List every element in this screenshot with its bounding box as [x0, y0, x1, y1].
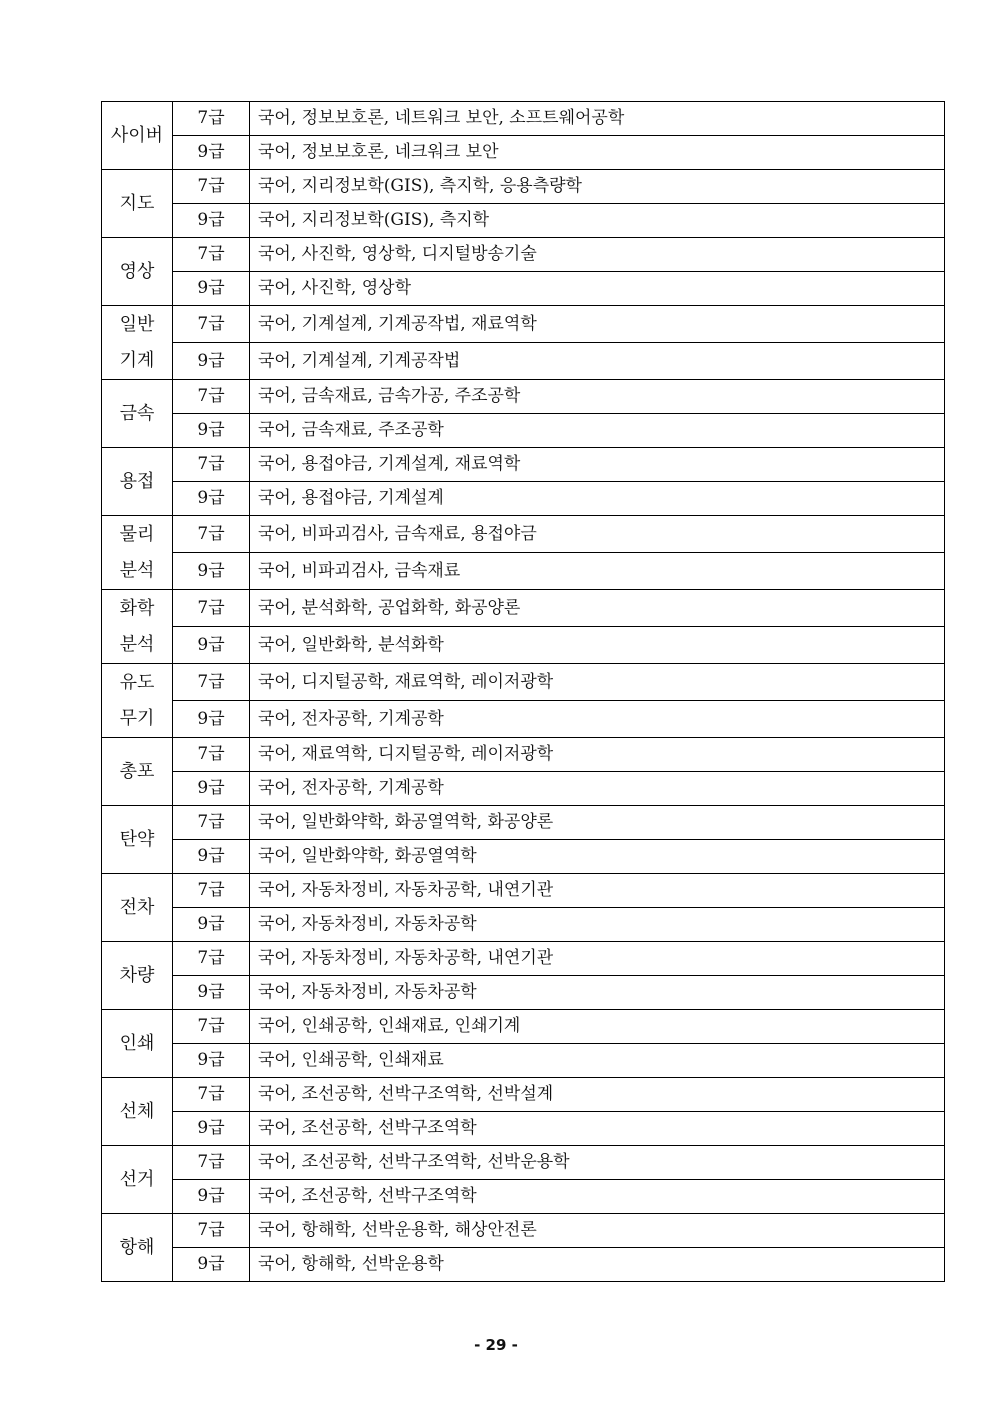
table-row	[102, 204, 945, 238]
subjects-cell: 국어, 사진학, 영상학	[250, 272, 945, 306]
subjects-cell: 국어, 인쇄공학, 인쇄재료, 인쇄기계	[250, 1010, 945, 1044]
subjects-cell: 국어, 기계설계, 기계공작법, 재료역학	[250, 306, 945, 343]
subjects-cell: 국어, 자동차정비, 자동차공학	[250, 908, 945, 942]
table-row	[102, 908, 945, 942]
subjects-cell: 국어, 항해학, 선박운용학, 해상안전론	[250, 1214, 945, 1248]
grade-cell: 7급	[173, 516, 250, 553]
subjects-cell: 국어, 인쇄공학, 인쇄재료	[250, 1044, 945, 1078]
subjects-cell: 국어, 용접야금, 기계설계, 재료역학	[250, 448, 945, 482]
grade-cell: 7급	[173, 806, 250, 840]
category-label: 일반	[119, 313, 155, 335]
subjects-cell: 국어, 조선공학, 선박구조역학	[250, 1180, 945, 1214]
table-row	[102, 1248, 945, 1282]
table-row	[102, 414, 945, 448]
table-row	[102, 306, 945, 343]
category-cell	[102, 448, 173, 516]
category-cell	[102, 1010, 173, 1078]
table-row	[102, 136, 945, 170]
category-cell	[102, 1146, 173, 1214]
subjects-cell: 국어, 재료역학, 디지털공학, 레이저광학	[250, 738, 945, 772]
table-row	[102, 738, 945, 772]
category-cell	[102, 238, 173, 306]
subjects-cell: 국어, 사진학, 영상학, 디지털방송기술	[250, 238, 945, 272]
table-row	[102, 1146, 945, 1180]
subjects-cell: 국어, 자동차정비, 자동차공학, 내연기관	[250, 874, 945, 908]
grade-cell: 7급	[173, 306, 250, 343]
grade-cell: 7급	[173, 238, 250, 272]
category-label: 유도	[119, 671, 155, 693]
table-row	[102, 343, 945, 380]
page-number: - 29 -	[474, 1336, 518, 1354]
subjects-cell: 국어, 일반화약학, 화공열역학, 화공양론	[250, 806, 945, 840]
table-row	[102, 1112, 945, 1146]
subjects-cell: 국어, 금속재료, 금속가공, 주조공학	[250, 380, 945, 414]
grade-cell: 9급	[173, 908, 250, 942]
grade-cell: 7급	[173, 1146, 250, 1180]
subjects-cell: 국어, 용접야금, 기계설계	[250, 482, 945, 516]
table-row	[102, 238, 945, 272]
category-label: 지도	[119, 192, 155, 214]
table-row	[102, 1214, 945, 1248]
category-label: 총포	[119, 760, 155, 782]
grade-cell: 9급	[173, 1112, 250, 1146]
category-cell	[102, 102, 173, 170]
grade-cell: 9급	[173, 976, 250, 1010]
category-cell	[102, 1214, 173, 1282]
subjects-cell: 국어, 금속재료, 주조공학	[250, 414, 945, 448]
subjects-cell: 국어, 디지털공학, 재료역학, 레이저광학	[250, 664, 945, 701]
subjects-cell: 국어, 조선공학, 선박구조역학, 선박설계	[250, 1078, 945, 1112]
table-row	[102, 976, 945, 1010]
grade-cell: 7급	[173, 664, 250, 701]
category-cell	[102, 874, 173, 942]
grade-cell: 9급	[173, 136, 250, 170]
grade-cell: 7급	[173, 1078, 250, 1112]
table-row	[102, 772, 945, 806]
table-row	[102, 380, 945, 414]
grade-cell: 9급	[173, 1180, 250, 1214]
table-row	[102, 102, 945, 136]
category-label: 화학	[119, 597, 155, 619]
grade-cell: 9급	[173, 772, 250, 806]
table-row	[102, 874, 945, 908]
category-cell	[102, 170, 173, 238]
subjects-cell: 국어, 비파괴검사, 금속재료	[250, 553, 945, 590]
category-cell	[102, 806, 173, 874]
grade-cell: 7급	[173, 102, 250, 136]
table-row	[102, 664, 945, 701]
grade-cell: 9급	[173, 272, 250, 306]
table-row	[102, 272, 945, 306]
category-label: 분석	[119, 559, 155, 581]
exam-subjects-table	[101, 101, 945, 1282]
category-label: 차량	[119, 964, 155, 986]
category-cell	[102, 516, 173, 590]
subjects-cell: 국어, 일반화학, 분석화학	[250, 627, 945, 664]
grade-cell: 9급	[173, 482, 250, 516]
table-row	[102, 1010, 945, 1044]
table-row	[102, 806, 945, 840]
category-cell	[102, 1078, 173, 1146]
subjects-cell: 국어, 지리정보학(GIS), 측지학	[250, 204, 945, 238]
table-row	[102, 553, 945, 590]
grade-cell: 9급	[173, 1044, 250, 1078]
category-label: 선거	[119, 1168, 155, 1190]
grade-cell: 9급	[173, 553, 250, 590]
category-label: 선체	[119, 1100, 155, 1122]
category-cell	[102, 664, 173, 738]
grade-cell: 9급	[173, 1248, 250, 1282]
subjects-cell: 국어, 조선공학, 선박구조역학, 선박운용학	[250, 1146, 945, 1180]
table-row	[102, 701, 945, 738]
grade-cell: 7급	[173, 448, 250, 482]
subjects-cell: 국어, 일반화약학, 화공열역학	[250, 840, 945, 874]
subjects-cell: 국어, 자동차정비, 자동차공학, 내연기관	[250, 942, 945, 976]
category-label: 항해	[119, 1236, 155, 1258]
table-row	[102, 1180, 945, 1214]
table-row	[102, 170, 945, 204]
grade-cell: 9급	[173, 204, 250, 238]
exam-subjects-table-body	[102, 102, 945, 1282]
subjects-cell: 국어, 분석화학, 공업화학, 화공양론	[250, 590, 945, 627]
grade-cell: 9급	[173, 414, 250, 448]
grade-cell: 9급	[173, 701, 250, 738]
category-label: 사이버	[110, 124, 164, 146]
table-row	[102, 482, 945, 516]
subjects-cell: 국어, 전자공학, 기계공학	[250, 701, 945, 738]
subjects-cell: 국어, 정보보호론, 네크워크 보안	[250, 136, 945, 170]
category-label: 영상	[119, 260, 155, 282]
category-label: 기계	[119, 349, 155, 371]
subjects-cell: 국어, 전자공학, 기계공학	[250, 772, 945, 806]
grade-cell: 7급	[173, 170, 250, 204]
table-row	[102, 590, 945, 627]
category-label: 물리	[119, 523, 155, 545]
table-row	[102, 516, 945, 553]
subjects-cell: 국어, 기계설계, 기계공작법	[250, 343, 945, 380]
category-label: 분석	[119, 633, 155, 655]
category-label: 무기	[119, 707, 155, 729]
subjects-cell: 국어, 자동차정비, 자동차공학	[250, 976, 945, 1010]
table-row	[102, 627, 945, 664]
grade-cell: 7급	[173, 874, 250, 908]
category-label: 탄약	[119, 828, 155, 850]
grade-cell: 9급	[173, 627, 250, 664]
table-row	[102, 448, 945, 482]
grade-cell: 7급	[173, 380, 250, 414]
grade-cell: 7급	[173, 1010, 250, 1044]
category-cell	[102, 380, 173, 448]
table-row	[102, 840, 945, 874]
category-label: 인쇄	[119, 1032, 155, 1054]
grade-cell: 9급	[173, 840, 250, 874]
subjects-cell: 국어, 정보보호론, 네트워크 보안, 소프트웨어공학	[250, 102, 945, 136]
grade-cell: 7급	[173, 738, 250, 772]
subjects-cell: 국어, 지리정보학(GIS), 측지학, 응용측량학	[250, 170, 945, 204]
subjects-cell: 국어, 조선공학, 선박구조역학	[250, 1112, 945, 1146]
table-row	[102, 1078, 945, 1112]
table-row	[102, 942, 945, 976]
category-label: 금속	[119, 402, 155, 424]
grade-cell: 9급	[173, 343, 250, 380]
subjects-cell: 국어, 항해학, 선박운용학	[250, 1248, 945, 1282]
category-label: 전차	[119, 896, 155, 918]
grade-cell: 7급	[173, 590, 250, 627]
category-label: 용접	[119, 470, 155, 492]
category-cell	[102, 942, 173, 1010]
grade-cell: 7급	[173, 942, 250, 976]
table-row	[102, 1044, 945, 1078]
category-cell	[102, 590, 173, 664]
category-cell	[102, 738, 173, 806]
grade-cell: 7급	[173, 1214, 250, 1248]
subjects-cell: 국어, 비파괴검사, 금속재료, 용접야금	[250, 516, 945, 553]
category-cell	[102, 306, 173, 380]
